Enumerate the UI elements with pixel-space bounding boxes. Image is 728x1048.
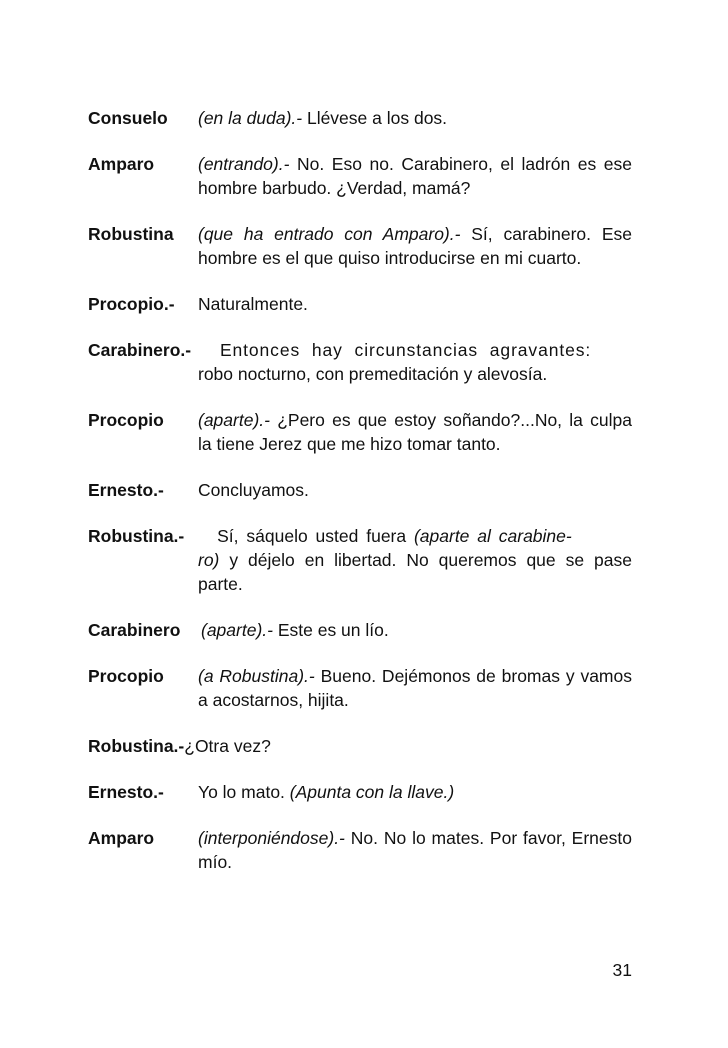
speaker-name: Procopio	[88, 666, 164, 686]
stage-direction: (entrando).-	[198, 154, 290, 174]
dialogue-entry	[88, 734, 632, 758]
dialogue-entry	[88, 826, 632, 874]
speaker-name: Carabinero	[88, 620, 181, 640]
stage-direction: ro)	[198, 550, 220, 570]
speaker-name: Robustina	[88, 224, 174, 244]
stage-direction: (aparte).-	[198, 410, 270, 430]
dialogue-entry	[88, 338, 632, 386]
dialogue-line: Yo lo mato.	[198, 782, 290, 802]
stage-direction: (Apunta con la llave.)	[289, 782, 455, 802]
dialogue-line: Bueno. Dejémonos de bromas y vamos a acostarnos, hijita.	[198, 666, 632, 710]
dialogue-line: Naturalmente.	[198, 294, 308, 314]
dialogue-line: Concluyamos.	[198, 480, 309, 500]
speaker-name: Procopio	[88, 410, 164, 430]
speech-text	[198, 408, 632, 456]
dialogue-line: Entonces hay circunstancias agravantes:	[219, 340, 592, 360]
speaker-name: Robustina.-	[88, 736, 185, 756]
speaker-name: Consuelo	[88, 108, 168, 128]
speaker-name: Robustina.-	[88, 526, 185, 546]
stage-direction: (aparte al carabine-	[413, 526, 572, 546]
dialogue-line: ¿Pero es que estoy soñando?...No, la culpa la tiene Jerez que me hizo tomar tanto.	[198, 410, 632, 454]
dialogue-entry	[88, 106, 632, 130]
speech-text	[198, 222, 632, 270]
dialogue-line: Sí, carabinero. Ese hombre es el que quiso introducirse en mi cuarto.	[198, 224, 632, 268]
speaker-name: Ernesto.-	[88, 782, 164, 802]
dialogue-entry	[88, 478, 632, 502]
speaker-name: Ernesto.-	[88, 480, 164, 500]
page-number: 31	[612, 960, 632, 980]
dialogue-line: Llévese a los dos.	[302, 108, 448, 128]
speech-text	[198, 106, 632, 130]
dialogue-entry	[88, 618, 632, 642]
dialogue-line: y déjelo en libertad. No queremos que se pase parte.	[198, 550, 632, 594]
stage-direction: (interponiéndose).-	[198, 828, 345, 848]
dialogue-entry	[88, 292, 632, 316]
dialogue-entry	[88, 152, 632, 200]
dialogue-continuation	[198, 548, 632, 596]
dialogue-entry	[88, 222, 632, 270]
stage-direction: (aparte).-	[201, 620, 273, 640]
dialogue-entry	[88, 408, 632, 456]
dialogue-continuation: robo nocturno, con premeditación y alevosía.	[198, 364, 548, 384]
dialogue-line: ¿Otra vez?	[184, 736, 271, 756]
speech-text	[201, 618, 632, 642]
speaker-name: Procopio.-	[88, 294, 175, 314]
speaker-name: Amparo	[88, 828, 155, 848]
dialogue-entry	[88, 780, 632, 804]
speech-text	[198, 826, 632, 874]
stage-direction: (que ha entrado con Amparo).-	[198, 224, 461, 244]
dialogue-line: Este es un lío.	[272, 620, 389, 640]
dialogue-line: No. No lo mates. Por favor, Ernesto mío.	[198, 828, 632, 872]
speech-text	[198, 152, 632, 200]
speech-text	[198, 292, 632, 316]
dialogue-entry	[88, 664, 632, 712]
speech-text	[198, 664, 632, 712]
dialogue-entry	[88, 524, 632, 596]
speech-text	[198, 478, 632, 502]
speaker-name: Carabinero.-	[88, 340, 192, 360]
stage-direction: (en la duda).-	[198, 108, 303, 128]
stage-direction: (a Robustina).-	[198, 666, 315, 686]
dialogue-line: No. Eso no. Carabinero, el ladrón es ese hombre barbudo. ¿Verdad, mamá?	[198, 154, 632, 198]
dialogue-line: Sí, sáquelo usted fuera	[217, 526, 414, 546]
speech-text	[198, 780, 632, 804]
speaker-name: Amparo	[88, 154, 155, 174]
play-text	[88, 106, 632, 896]
